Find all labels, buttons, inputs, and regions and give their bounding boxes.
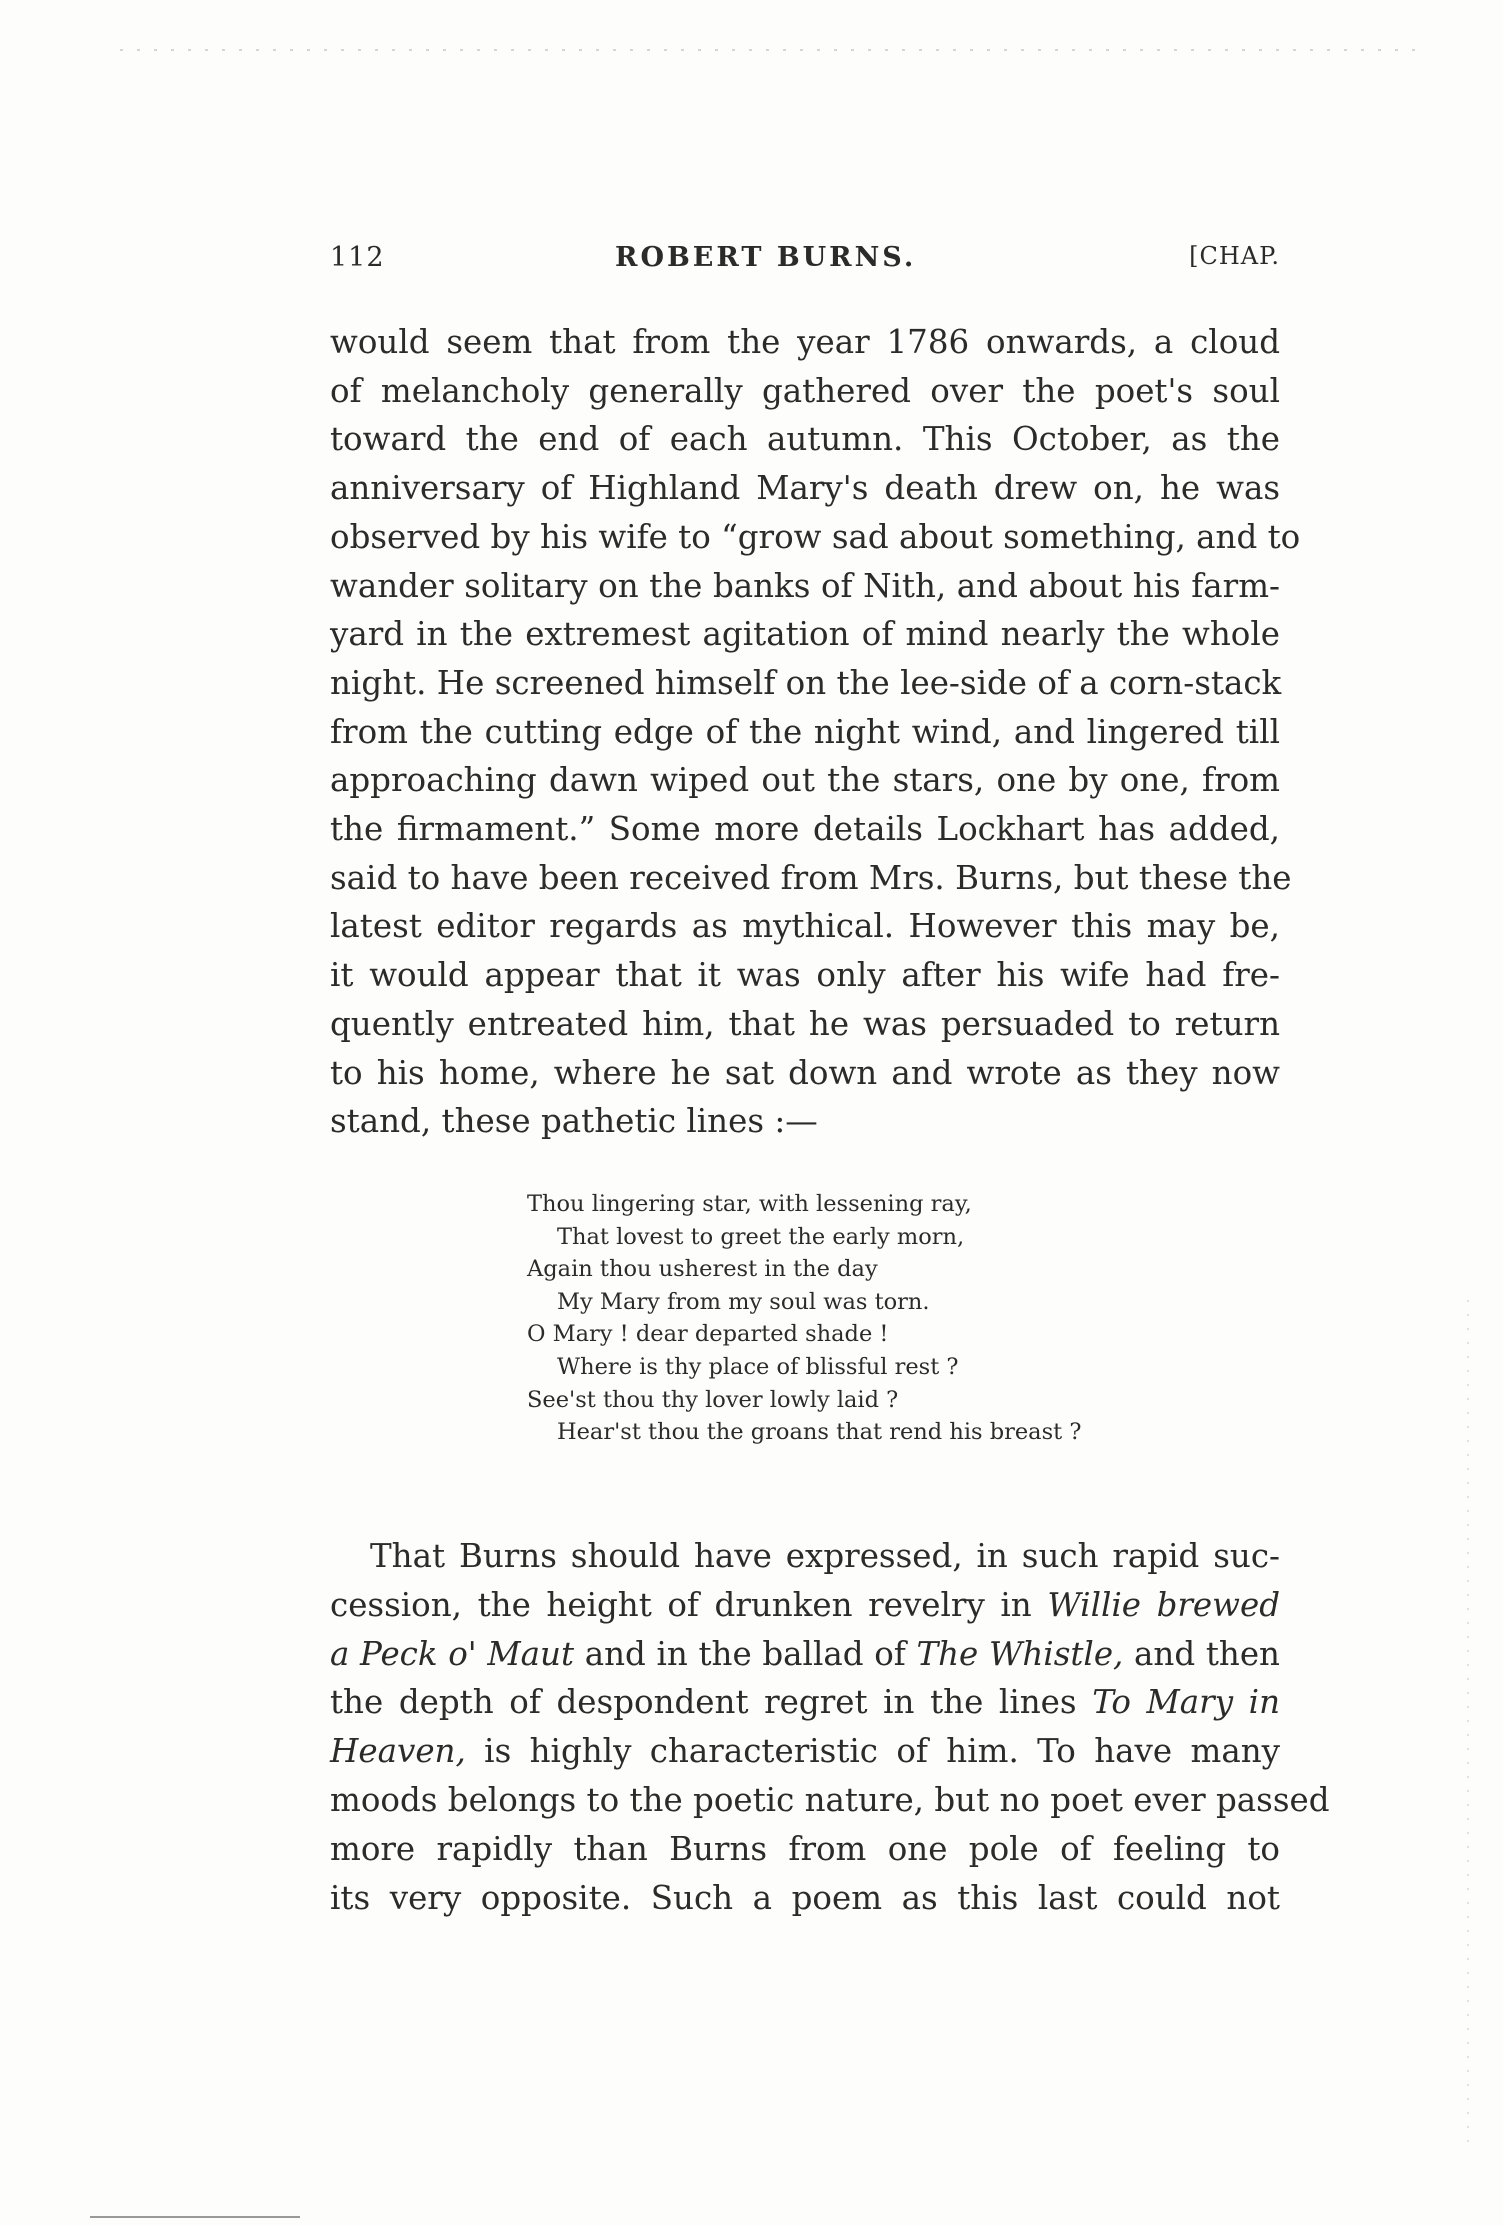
poem-line: See'st thou thy lover lowly laid ? [527, 1386, 899, 1413]
poem-title: Willie brewed [1047, 1585, 1281, 1624]
poem-line: Where is thy place of blissful rest ? [557, 1353, 959, 1380]
text-line: anniversary of Highland Mary's death drew on, he was [330, 469, 1280, 508]
text-line: quently entreated him, that he was persuaded to return [330, 1004, 1280, 1043]
text-line: from the cutting edge of the night wind, and lingered till [330, 712, 1280, 751]
running-title: ROBERT BURNS. [615, 242, 917, 273]
paragraph-2 [330, 1532, 1330, 1922]
page-header [330, 242, 1280, 282]
text-run: is highly characteristic of him. To have many [465, 1732, 1280, 1771]
text-line: wander solitary on the banks of Nith, and about his farm- [330, 566, 1280, 605]
text-line: latest editor regards as mythical. However this may be, [330, 907, 1280, 946]
poem-line: That lovest to greet the early morn, [557, 1223, 965, 1250]
text-line: more rapidly than Burns from one pole of feeling to [330, 1829, 1280, 1868]
poem-title: To Mary in [1092, 1683, 1281, 1722]
poem-title: The Whistle, [916, 1634, 1124, 1673]
text-run: and then [1123, 1634, 1280, 1673]
text-line: said to have been received from Mrs. Burns, but these the [330, 858, 1292, 897]
text-line: would seem that from the year 1786 onwards, a cloud [330, 323, 1280, 361]
text-line: stand, these pathetic lines :— [330, 1102, 818, 1141]
poem-line: Hear'st thou the groans that rend his breast ? [557, 1419, 1082, 1446]
paragraph-1 [330, 318, 1301, 1146]
poem-line: My Mary from my soul was torn. [557, 1288, 930, 1315]
page-number: 112 [330, 242, 385, 273]
text-line: its very opposite. Such a poem as this last could not [330, 1878, 1280, 1917]
text-line: of melancholy generally gathered over the poet's soul [330, 371, 1280, 410]
text-line: it would appear that it was only after his wife had fre- [330, 956, 1280, 995]
text-line: That Burns should have expressed, in such rapid suc- [370, 1537, 1280, 1575]
poem-line: Thou lingering star, with lessening ray, [527, 1191, 972, 1217]
text-line: observed by his wife to “grow sad about something, and to [330, 517, 1301, 556]
text-line: to his home, where he sat down and wrote as they now [330, 1053, 1280, 1092]
chapter-mark: [CHAP. [1189, 242, 1280, 270]
text-run: the depth of despondent regret in the lines [330, 1683, 1093, 1722]
text-line [330, 1727, 1280, 1776]
text-run: and in the ballad of [574, 1634, 917, 1673]
poem-line: Again thou usherest in the day [527, 1256, 878, 1283]
text-line [330, 1630, 1280, 1679]
text-run: cession, the height of drunken revelry in [330, 1585, 1032, 1624]
text-line [330, 1581, 1280, 1630]
text-line [330, 1678, 1280, 1727]
text-line: night. He screened himself on the lee-side of a corn-stack [330, 663, 1282, 702]
poem-line: O Mary ! dear departed shade ! [527, 1321, 889, 1348]
poem-title: a Peck o' Maut [330, 1634, 575, 1673]
poem-stanza [527, 1188, 1287, 1449]
text-line: approaching dawn wiped out the stars, one by one, from [330, 761, 1280, 800]
text-line: the firmament.” Some more details Lockhart has added, [330, 810, 1280, 849]
text-line: moods belongs to the poetic nature, but no poet ever passed [330, 1780, 1330, 1819]
text-line: toward the end of each autumn. This October, as the [330, 420, 1280, 459]
text-line: yard in the extremest agitation of mind nearly the whole [330, 615, 1280, 654]
poem-title: Heaven, [330, 1732, 466, 1771]
